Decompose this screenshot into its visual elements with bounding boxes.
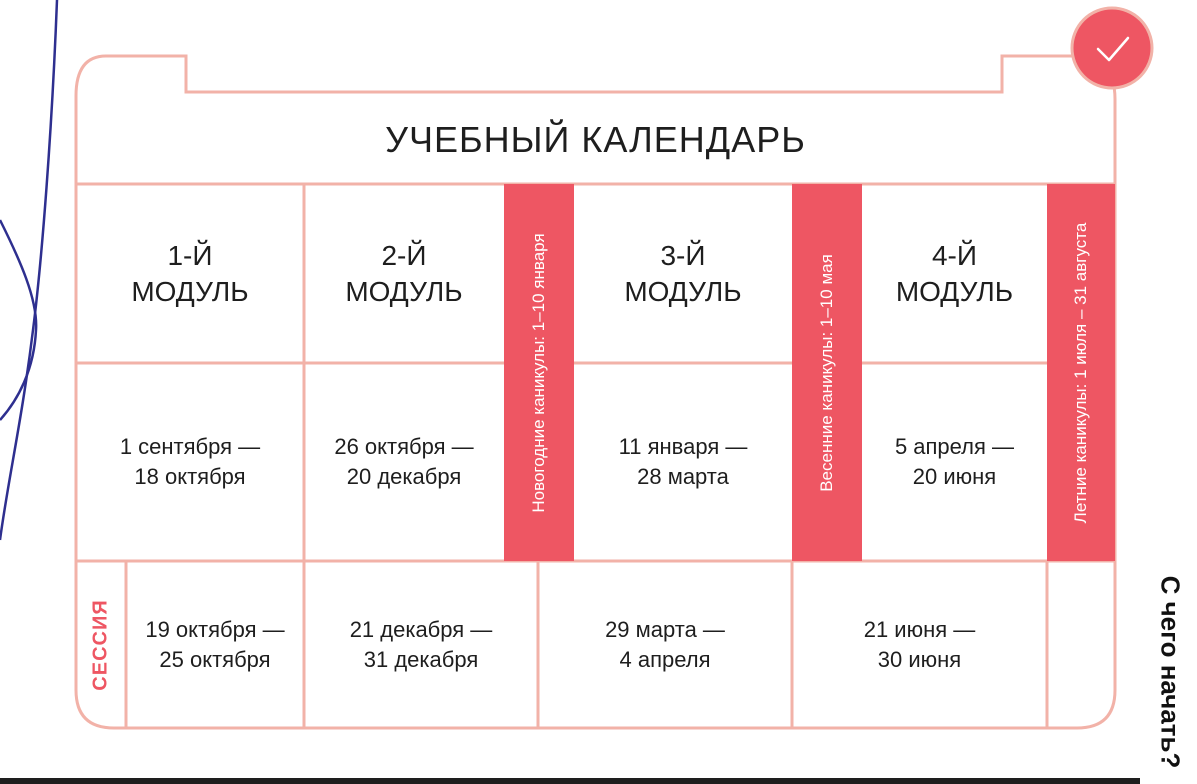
session-end: 25 октября xyxy=(159,646,271,672)
session-label-text: СЕССИЯ xyxy=(89,599,112,691)
session-label xyxy=(76,562,126,728)
holiday-label: Новогодние каникулы: 1–10 января xyxy=(529,232,548,513)
bottom-rule xyxy=(0,778,1140,784)
module-1-dates xyxy=(76,363,304,561)
dates-end: 20 июня xyxy=(912,464,997,489)
session-end: 30 июня xyxy=(877,646,962,672)
dates-start: 1 сентября — xyxy=(119,434,261,459)
dates-end: 18 октября xyxy=(134,464,246,489)
session-start: 21 июня — xyxy=(863,616,976,642)
session-start: 19 октября — xyxy=(145,616,285,642)
side-heading-text: С чего начать? xyxy=(1155,575,1186,769)
module-number: 2-Й xyxy=(381,239,427,271)
holiday-bar-summer xyxy=(1047,184,1115,561)
session-4 xyxy=(792,561,1047,728)
module-word: МОДУЛЬ xyxy=(345,275,463,307)
session-1 xyxy=(126,561,304,728)
module-3-header xyxy=(574,184,792,363)
module-word: МОДУЛЬ xyxy=(895,275,1014,307)
session-2 xyxy=(304,561,538,728)
module-4-dates xyxy=(862,363,1047,561)
decorative-curve xyxy=(0,0,57,540)
module-number: 3-Й xyxy=(660,239,706,271)
holiday-label: Летние каникулы: 1 июля – 31 августа xyxy=(1071,222,1090,523)
module-word: МОДУЛЬ xyxy=(131,275,249,307)
session-start: 29 марта — xyxy=(605,616,725,642)
session-end: 4 апреля xyxy=(619,646,711,672)
dates-start: 5 апреля — xyxy=(894,434,1015,459)
module-word: МОДУЛЬ xyxy=(624,275,742,307)
decorative-curve xyxy=(0,220,36,420)
dates-end: 20 декабря xyxy=(346,464,462,489)
holiday-label: Весенние каникулы: 1–10 мая xyxy=(817,253,836,492)
module-2-dates xyxy=(304,363,504,561)
module-number: 4-Й xyxy=(931,239,978,271)
module-2-header xyxy=(304,184,504,363)
dates-start: 26 октября — xyxy=(334,434,474,459)
page-title: УЧЕБНЫЙ КАЛЕНДАРЬ xyxy=(385,119,806,160)
module-3-dates xyxy=(574,363,792,561)
check-badge xyxy=(1072,8,1152,88)
dates-start: 11 января — xyxy=(618,434,748,459)
module-number: 1-Й xyxy=(167,239,213,271)
holiday-bar-spring xyxy=(792,184,862,561)
session-start: 21 декабря — xyxy=(349,616,493,642)
module-4-header xyxy=(862,184,1047,363)
side-heading xyxy=(1150,560,1190,784)
session-end: 31 декабря xyxy=(363,646,479,672)
session-3 xyxy=(538,561,792,728)
module-1-header xyxy=(76,184,304,363)
holiday-bar-newyear xyxy=(504,184,574,561)
dates-end: 28 марта xyxy=(637,464,729,489)
